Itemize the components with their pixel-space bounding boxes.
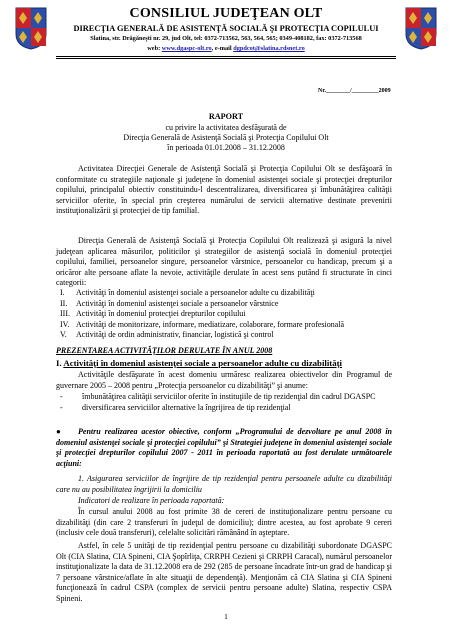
report-title: RAPORT <box>208 112 244 121</box>
intro-paragraph: Activitatea Direcţiei Generale de Asistenţă Socială şi Protecţia Copilului Olt se desfăşoară în conformitate cu strategiile naţionale şi judeţene în domeniul asistenţei sociale şi protecţiei drepturilor copilului, principalul obiectiv constituindu-l descentralizarea, diversificarea şi îmbunătăţirea calităţii serviciilor oferite, în special prin creşterea numărului de servicii alternative destinate prevenirii instituţionalizării şi protecţiei de tip familial. <box>56 164 392 216</box>
list-item: I. Activităţi în domeniul asistenţei sociale a persoanelor adulte cu dizabilităţi <box>60 288 315 297</box>
page-number: 1 <box>224 612 228 621</box>
list-item: III. Activităţi în domeniul protecţiei drepturilor copilului <box>60 309 246 319</box>
categories-intro-paragraph: Direcţia Generală de Asistenţă Socială şi Protecţia Copilului Olt realizează şi asigură la nivel judeţean aplicarea măsurilor, politicilor şi strategiilor de asistenţă socială în domeniul protecţiei copilului, familiei, persoanelor singure, persoanelor vârstnice, persoanelor cu handicap, precum şi a oricăror alte persoane aflate la nevoie, activităţile derulate în acest sens putând fi structurate în cinci categorii: <box>56 236 392 288</box>
list-item: IV. Activităţi de monitorizare, informare, mediatizare, colaborare, formare profesională <box>60 319 345 329</box>
section-title: I. Activităţi în domeniul asistenţei sociale a persoanelor adulte cu dizabilităţi <box>56 358 342 368</box>
council-title: CONSILIUL JUDEŢEAN OLT <box>129 6 323 21</box>
list-item: V. Activităţi de ordin administrativ, financiar, logistică şi control <box>60 330 274 340</box>
objectives-intro-paragraph: Activităţile desfăşurate în acest domeniu urmăresc realizarea obiectivelor din Programul de guvernare 2005 – 2008 pentru „Protecţia persoanelor cu dizabilităţi” şi anume: <box>56 370 392 390</box>
email-link[interactable]: dgpdcot@slatina.rdsnet.ro <box>233 45 305 52</box>
list-item: II. Activităţi în domeniul asistenţei sociale a persoanelor vârstnice <box>60 298 279 308</box>
directorate-title: DIRECŢIA GENERALĂ DE ASISTENŢĂ SOCIALĂ ŞI PROTECŢIA COPILULUI <box>73 24 379 33</box>
report-subtitle-line: cu privire la activitatea desfăşurată de <box>165 123 287 132</box>
contact-web-line <box>0 45 452 52</box>
report-subtitle-line: Direcţia Generală de Asistenţă Socială şi Protecţia Copilului Olt <box>123 133 329 142</box>
section-heading: PREZENTAREA ACTIVITĂŢILOR DERULATE ÎN ANUL 2008 <box>56 346 273 355</box>
list-item: - diversificarea serviciilor alternative la îngrijirea de tip rezidenţial <box>60 402 291 412</box>
action-1-heading: 1. Asigurarea serviciilor de îngrijire de tip rezidenţial pentru persoanele adulte cu dizabilităţi care nu au posibilitatea îngrijirii la domiciliu <box>56 474 392 494</box>
web-label: web: <box>147 45 162 52</box>
registration-number: Nr.________/_________2009 <box>318 88 391 94</box>
requests-paragraph: În cursul anului 2008 au fost primite 38 de cereri de instituţionalizare pentru persoane cu dizabilităţi (din care 2 transferuri în judeţul de domiciliu); dintre acestea, au fost aprobate 9 cereri (inclusiv cele două transferuri), celelalte solicitări rămânând în aşteptare. <box>56 507 392 538</box>
categories-list <box>60 288 390 341</box>
indicators-heading: Indicatori de realizare în perioada raportată: <box>78 496 225 505</box>
report-period: în perioada 01.01.2008 – 31.12.2008 <box>167 143 285 152</box>
header-divider <box>56 56 396 57</box>
email-label: , e-mail <box>211 45 234 52</box>
contact-address: Slatina, str. Drăgăneşti nr. 29, jud Olt, tel: 0372-713562, 563, 564, 565; 0349-408182, fax: 0372-713568 <box>90 35 362 42</box>
list-item: - îmbunătăţirea calităţii serviciilor oferite în instituţiile de tip rezidenţial din cadrul DGASPC <box>60 392 376 401</box>
website-link[interactable]: www.dgaspc-olt.ro <box>161 45 212 52</box>
objectives-list <box>60 392 390 413</box>
header-divider-double <box>56 58 396 59</box>
bullet-dot-icon: ● <box>56 427 61 436</box>
residential-units-paragraph: Astfel, în cele 5 unităţi de tip rezidenţial pentru persoane cu dizabilităţi subordonate DGASPC Olt (CIA Slatina, CIA Spineni, CIA Şopîrliţa, CRRPH Cezieni şi CRRPH Caracal), numărul persoanelor instituţionalizate la data de 31.12.2008 era de 292 (285 de persoane încadrate într-un grad de handicap şi 7 persoane vârstnice/aflate în alte situaţii de dependenţă). Menţionăm că CIA Slatina şi CIA Spineni funcţionează în cadrul CSPA (complex de servicii pentru persoane adulte) Slatina, respectiv CSPA Spineni. <box>56 541 392 603</box>
actions-paragraph: ● Pentru realizarea acestor obiective, conform „Programului de dezvoltare pe anul 2008 în domeniul asistenţei sociale şi protecţiei copilului” şi Strategiei judeţene în domeniul asistenţei sociale şi protecţiei drepturilor copilului 2007 - 2011 în perioada raportată au fost derulate următoarele acţiuni: <box>56 427 392 468</box>
